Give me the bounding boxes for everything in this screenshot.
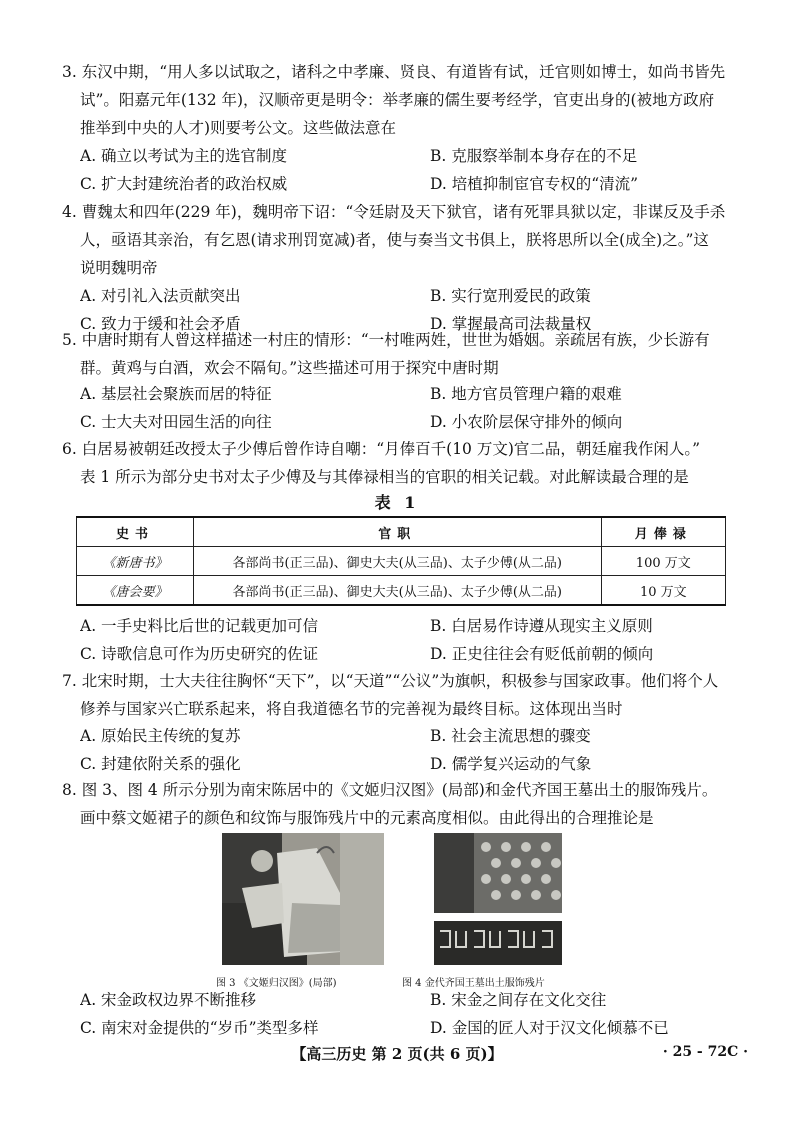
question-5-options — [80, 380, 760, 436]
option-c: C. 封建依附关系的强化 — [80, 755, 241, 773]
option-d: D. 培植抑制宦官专权的“清流” — [430, 175, 639, 193]
figure-3-painting-image — [222, 833, 384, 965]
figure-4-textile-image — [434, 833, 562, 965]
option-c: C. 士大夫对田园生活的向往 — [80, 413, 272, 431]
question-8-line-1: 8. 图 3、图 4 所示分别为南宋陈居中的《文姬归汉图》(局部)和金代齐国王墓出土的服饰残片。 — [62, 781, 718, 799]
option-b: B. 实行宽刑爱民的政策 — [430, 287, 591, 305]
table-header-cell: 月俸禄 — [601, 517, 725, 547]
question-3-line-1: 3. 东汉中期，“用人多以试取之，诸科之中孝廉、贤良、有道皆有试，迁官则如博士，如尚书皆先 — [62, 63, 726, 81]
option-b: B. 地方官员管理户籍的艰难 — [430, 385, 622, 403]
question-5-line-1: 5. 中唐时期有人曾这样描述一村庄的情形：“一村唯两姓，世世为婚姻。亲疏居有族，少长游有 — [62, 331, 710, 349]
option-b: B. 克服察举制本身存在的不足 — [430, 147, 638, 165]
table-1 — [76, 516, 726, 606]
question-6-line-2: 表 1 所示为部分史书对太子少傅及与其俸禄相当的官职的相关记载。对此解读最合理的是 — [80, 468, 689, 486]
option-d: D. 儒学复兴运动的气象 — [430, 755, 592, 773]
option-c: C. 扩大封建统治者的政治权威 — [80, 175, 288, 193]
question-7-options — [80, 722, 760, 778]
figure-3-painting-graphic — [222, 833, 384, 965]
figure-4-textile-graphic — [434, 833, 562, 965]
option-d: D. 掌握最高司法裁量权 — [430, 315, 592, 333]
question-8-options — [80, 986, 760, 1042]
option-a: A. 确立以考试为主的选官制度 — [80, 147, 288, 165]
option-b: B. 社会主流思想的骤变 — [430, 727, 591, 745]
question-7 — [62, 667, 752, 723]
table-cell: 各部尚书(正三品)、御史大夫(从三品)、太子少傅(从二品) — [193, 547, 601, 576]
paper-code: · 25 - 72C · — [662, 1044, 748, 1060]
question-6 — [62, 435, 752, 491]
table-header-cell: 官职 — [193, 517, 601, 547]
option-a: A. 宋金政权边界不断推移 — [80, 991, 257, 1009]
table-row — [77, 547, 726, 576]
option-c: C. 南宋对金提供的“岁币”类型多样 — [80, 1019, 319, 1037]
figure-4-caption: 图 4 金代齐国王墓出土服饰残片 — [402, 978, 545, 989]
table-1-title: 表 1 — [374, 493, 420, 512]
option-a: A. 基层社会聚族而居的特征 — [80, 385, 272, 403]
question-3-line-2: 试”。阳嘉元年(132 年)，汉顺帝更是明令：举孝廉的儒生要考经学，官吏出身的(被地方政府 — [80, 91, 715, 109]
question-4-line-2: 人，亟语其亲治，有乞恩(请求刑罚宽减)者，使与奏当文书俱上，朕将思所以全(成全)之。”这 — [80, 231, 709, 249]
question-3-line-3: 推举到中央的人才)则要考公文。这些做法意在 — [80, 119, 397, 137]
table-cell: 10 万文 — [601, 576, 725, 606]
question-4 — [62, 198, 752, 282]
option-a: A. 原始民主传统的复苏 — [80, 727, 241, 745]
question-3 — [62, 58, 752, 142]
option-d: D. 小农阶层保守排外的倾向 — [430, 413, 623, 431]
table-cell: 《唐会要》 — [77, 576, 194, 606]
page-footer: 【高三历史 第 2 页(共 6 页)】 — [291, 1045, 503, 1063]
question-7-line-2: 修养与国家兴亡联系起来，将自我道德名节的完善视为最终目标。这体现出当时 — [80, 700, 623, 718]
table-cell: 100 万文 — [601, 547, 725, 576]
question-8-line-2: 画中蔡文姬裙子的颜色和纹饰与服饰残片中的元素高度相似。由此得出的合理推论是 — [80, 809, 654, 827]
option-c: C. 诗歌信息可作为历史研究的佐证 — [80, 645, 319, 663]
table-row — [77, 576, 726, 606]
question-6-line-1: 6. 白居易被朝廷改授太子少傅后曾作诗自嘲：“月俸百千(10 万文)官二品，朝廷雇我作闲人。” — [62, 440, 701, 458]
question-7-line-1: 7. 北宋时期，士大夫往往胸怀“天下”，以“天道”“公议”为旗帜，积极参与国家政事。他们将个人 — [62, 672, 719, 690]
figure-3-caption: 图 3 《文姬归汉图》(局部) — [216, 978, 337, 989]
option-b: B. 宋金之间存在文化交往 — [430, 991, 607, 1009]
option-d: D. 正史往往会有贬低前朝的倾向 — [430, 645, 654, 663]
question-5 — [62, 326, 752, 382]
table-cell: 各部尚书(正三品)、御史大夫(从三品)、太子少傅(从二品) — [193, 576, 601, 606]
option-b: B. 白居易作诗遵从现实主义原则 — [430, 617, 653, 635]
question-5-line-2: 群。黄鸡与白酒，欢会不隔旬。”这些描述可用于探究中唐时期 — [80, 359, 499, 377]
option-a: A. 一手史料比后世的记载更加可信 — [80, 617, 319, 635]
table-header-row — [77, 517, 726, 547]
table-cell: 《新唐书》 — [77, 547, 194, 576]
option-c: C. 致力于缓和社会矛盾 — [80, 315, 241, 333]
question-6-options — [80, 612, 760, 668]
question-4-line-3: 说明魏明帝 — [80, 259, 158, 277]
option-a: A. 对引礼入法贡献突出 — [80, 287, 241, 305]
question-8 — [62, 776, 752, 832]
question-3-options — [80, 142, 760, 198]
question-4-line-1: 4. 曹魏太和四年(229 年)，魏明帝下诏：“令廷尉及天下狱官，诸有死罪具狱以定，非谋反及手杀 — [62, 203, 726, 221]
table-header-cell: 史书 — [77, 517, 194, 547]
option-d: D. 金国的匠人对于汉文化倾慕不已 — [430, 1019, 669, 1037]
